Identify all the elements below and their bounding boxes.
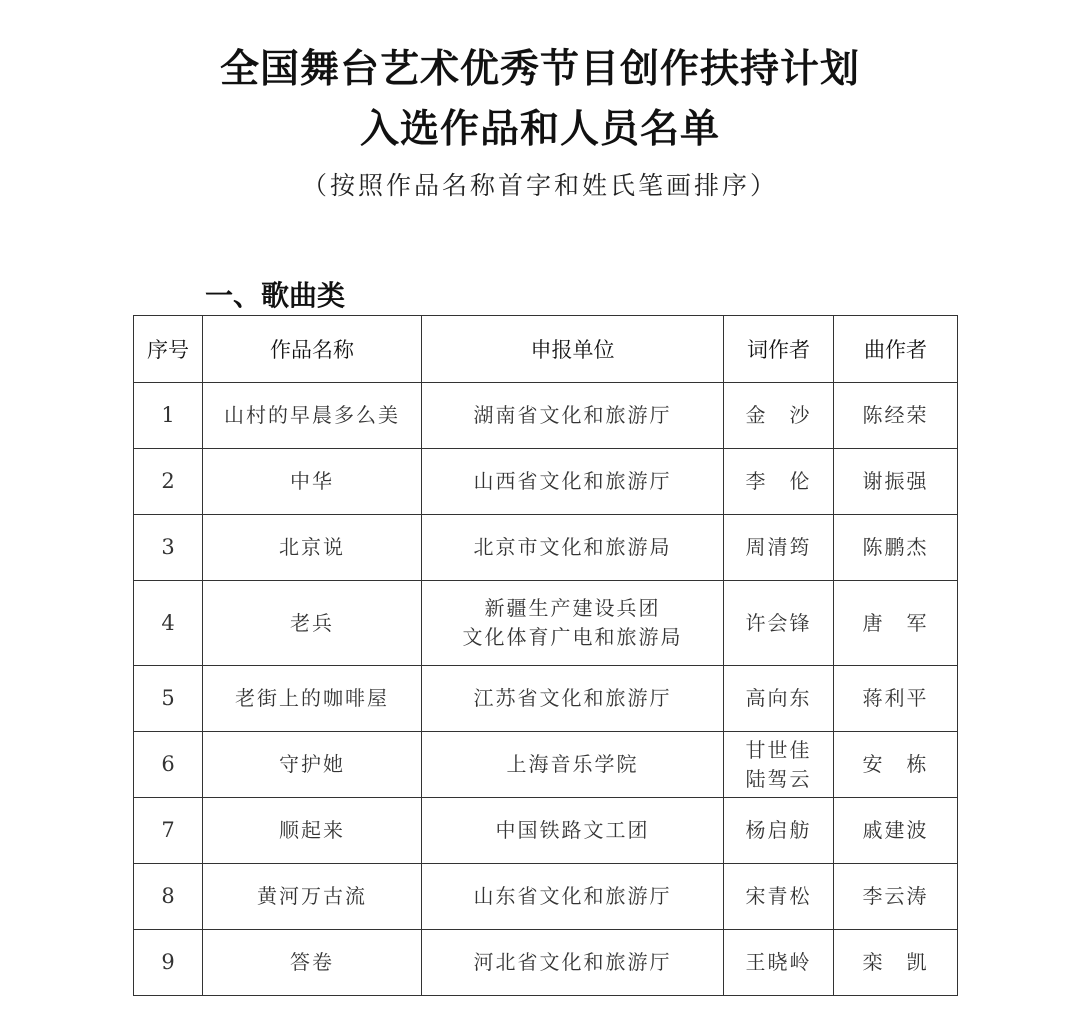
cell-lyricist: 高向东 xyxy=(724,666,834,732)
cell-work: 答卷 xyxy=(203,930,422,996)
cell-lyricist-line1: 甘世佳 xyxy=(745,737,812,762)
table-row xyxy=(134,449,958,515)
cell-composer: 安 栋 xyxy=(834,732,958,798)
cell-work: 守护她 xyxy=(203,732,422,798)
cell-unit-line1: 新疆生产建设兵团 xyxy=(484,596,661,620)
table-row xyxy=(134,515,958,581)
table-row xyxy=(134,581,958,666)
table-row xyxy=(134,666,958,732)
cell-unit: 山东省文化和旅游厅 xyxy=(422,864,724,930)
cell-unit: 山西省文化和旅游厅 xyxy=(422,449,724,515)
cell-work: 中华 xyxy=(203,449,422,515)
table-row xyxy=(134,383,958,449)
cell-unit: 北京市文化和旅游局 xyxy=(422,515,724,581)
cell-work: 山村的早晨多么美 xyxy=(203,383,422,449)
cell-lyricist: 李 伦 xyxy=(724,449,834,515)
cell-unit-line2: 文化体育广电和旅游局 xyxy=(462,625,683,649)
cell-composer: 陈经荣 xyxy=(834,383,958,449)
cell-work: 老街上的咖啡屋 xyxy=(203,666,422,732)
document-subtitle: （按照作品名称首字和姓氏笔画排序） xyxy=(301,171,778,200)
cell-unit xyxy=(422,581,724,666)
cell-unit: 上海音乐学院 xyxy=(422,732,724,798)
table-row xyxy=(134,864,958,930)
cell-unit: 江苏省文化和旅游厅 xyxy=(422,666,724,732)
cell-lyricist-line2: 陆驾云 xyxy=(745,766,812,791)
header-composer: 曲作者 xyxy=(834,316,958,383)
cell-unit: 河北省文化和旅游厅 xyxy=(422,930,724,996)
cell-lyricist: 杨启舫 xyxy=(724,798,834,864)
cell-unit: 中国铁路文工团 xyxy=(422,798,724,864)
table-row xyxy=(134,798,958,864)
cell-unit: 湖南省文化和旅游厅 xyxy=(422,383,724,449)
cell-lyricist: 周清筠 xyxy=(724,515,834,581)
cell-composer: 谢振强 xyxy=(834,449,958,515)
cell-no: 4 xyxy=(134,581,203,666)
document-title-line2: 入选作品和人员名单 xyxy=(359,107,720,152)
cell-lyricist xyxy=(724,732,834,798)
table-header-row xyxy=(134,316,958,383)
section-heading: 一、歌曲类 xyxy=(205,279,346,312)
cell-lyricist: 王晓岭 xyxy=(724,930,834,996)
cell-no: 9 xyxy=(134,930,203,996)
cell-work: 黄河万古流 xyxy=(203,864,422,930)
cell-composer: 栾 凯 xyxy=(834,930,958,996)
cell-no: 6 xyxy=(134,732,203,798)
cell-no: 5 xyxy=(134,666,203,732)
cell-composer: 戚建波 xyxy=(834,798,958,864)
cell-lyricist: 许会锋 xyxy=(724,581,834,666)
cell-work: 老兵 xyxy=(203,581,422,666)
header-unit: 申报单位 xyxy=(422,316,724,383)
cell-no: 8 xyxy=(134,864,203,930)
cell-composer: 蒋利平 xyxy=(834,666,958,732)
document-title-line1: 全国舞台艺术优秀节目创作扶持计划 xyxy=(219,47,860,92)
header-no: 序号 xyxy=(134,316,203,383)
cell-no: 1 xyxy=(134,383,203,449)
cell-no: 2 xyxy=(134,449,203,515)
header-lyricist: 词作者 xyxy=(724,316,834,383)
cell-work: 北京说 xyxy=(203,515,422,581)
cell-no: 3 xyxy=(134,515,203,581)
works-table xyxy=(133,315,958,996)
cell-lyricist: 金 沙 xyxy=(724,383,834,449)
cell-composer: 唐 军 xyxy=(834,581,958,666)
header-work: 作品名称 xyxy=(203,316,422,383)
cell-no: 7 xyxy=(134,798,203,864)
cell-lyricist: 宋青松 xyxy=(724,864,834,930)
cell-composer: 陈鹏杰 xyxy=(834,515,958,581)
cell-composer: 李云涛 xyxy=(834,864,958,930)
table-row xyxy=(134,930,958,996)
table-row xyxy=(134,732,958,798)
cell-work: 顺起来 xyxy=(203,798,422,864)
